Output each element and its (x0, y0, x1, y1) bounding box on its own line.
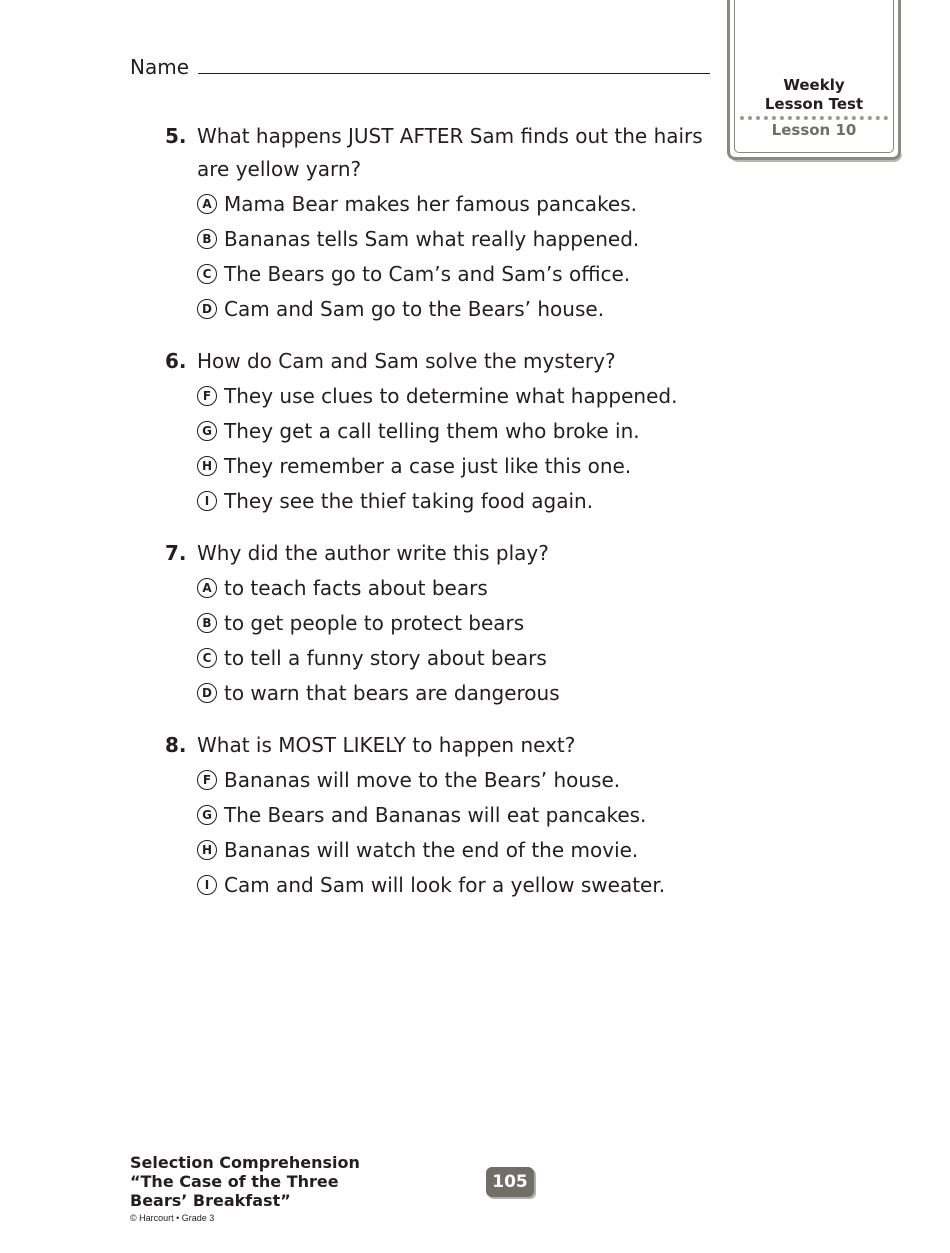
answer-bubble[interactable]: G (197, 421, 217, 441)
question-text: How do Cam and Sam solve the mystery? (197, 349, 616, 373)
answer-bubble[interactable]: H (197, 456, 217, 476)
tab-title (730, 76, 898, 114)
choice-text: They remember a case just like this one. (224, 453, 632, 478)
question-number: 8. (165, 733, 187, 757)
answer-bubble[interactable]: F (197, 386, 217, 406)
copyright: © Harcourt • Grade 3 (130, 1213, 215, 1223)
choice-f[interactable] (197, 762, 720, 797)
footer-line1: Selection Comprehension (130, 1153, 360, 1172)
choice-c[interactable] (197, 640, 720, 675)
choice-list (197, 570, 720, 710)
answer-bubble[interactable]: C (197, 648, 217, 668)
choice-list (197, 186, 720, 326)
footer-line2: “The Case of the Three (130, 1172, 339, 1191)
choice-list (197, 762, 720, 902)
question-8 (160, 729, 720, 902)
answer-bubble[interactable]: I (197, 875, 217, 895)
choice-text: The Bears and Bananas will eat pancakes. (224, 802, 647, 827)
choice-a[interactable] (197, 186, 720, 221)
choice-h[interactable] (197, 832, 720, 867)
answer-bubble[interactable]: F (197, 770, 217, 790)
question-text: Why did the author write this play? (197, 541, 549, 565)
choice-text: to get people to protect bears (224, 610, 525, 635)
question-text: What happens JUST AFTER Sam finds out the hairs are yellow yarn? (197, 124, 703, 181)
choice-text: to teach facts about bears (224, 575, 488, 600)
choice-text: Mama Bear makes her famous pancakes. (224, 191, 638, 216)
choice-text: The Bears go to Cam’s and Sam’s office. (224, 261, 631, 286)
choice-g[interactable] (197, 797, 720, 832)
answer-bubble[interactable]: B (197, 229, 217, 249)
choice-b[interactable] (197, 605, 720, 640)
choice-text: They use clues to determine what happened. (224, 383, 678, 408)
choice-h[interactable] (197, 448, 720, 483)
choice-text: Bananas will move to the Bears’ house. (224, 767, 621, 792)
answer-bubble[interactable]: B (197, 613, 217, 633)
choice-c[interactable] (197, 256, 720, 291)
question-text: What is MOST LIKELY to happen next? (197, 733, 576, 757)
choice-i[interactable] (197, 483, 720, 518)
answer-bubble[interactable]: A (197, 578, 217, 598)
question-5 (160, 120, 720, 326)
choice-d[interactable] (197, 291, 720, 326)
choice-text: to tell a funny story about bears (224, 645, 547, 670)
choice-text: to warn that bears are dangerous (224, 680, 560, 705)
page-number-badge: 105 (486, 1167, 534, 1197)
choice-d[interactable] (197, 675, 720, 710)
answer-bubble[interactable]: C (197, 264, 217, 284)
tab-title-line2: Lesson Test (764, 95, 864, 113)
choice-a[interactable] (197, 570, 720, 605)
answer-bubble[interactable]: G (197, 805, 217, 825)
answer-bubble[interactable]: I (197, 491, 217, 511)
question-number: 7. (165, 541, 187, 565)
question-list (160, 120, 720, 921)
name-input-line[interactable] (198, 73, 710, 74)
footer-selection-title (130, 1153, 370, 1210)
tab-lesson-number: Lesson 10 (771, 121, 857, 139)
choice-i[interactable] (197, 867, 720, 902)
answer-bubble[interactable]: D (197, 299, 217, 319)
tab-title-line1: Weekly (783, 76, 845, 94)
footer-line3: Bears’ Breakfast” (130, 1191, 291, 1210)
name-row (130, 55, 710, 79)
answer-bubble[interactable]: D (197, 683, 217, 703)
choice-g[interactable] (197, 413, 720, 448)
question-6 (160, 345, 720, 518)
choice-text: Cam and Sam go to the Bears’ house. (224, 296, 605, 321)
choice-text: Cam and Sam will look for a yellow sweater. (224, 872, 666, 897)
choice-text: Bananas tells Sam what really happened. (224, 226, 640, 251)
answer-bubble[interactable]: A (197, 194, 217, 214)
choice-text: They get a call telling them who broke in. (224, 418, 640, 443)
choice-text: They see the thief taking food again. (224, 488, 594, 513)
lesson-test-tab (727, 0, 901, 160)
choice-text: Bananas will watch the end of the movie. (224, 837, 639, 862)
question-7 (160, 537, 720, 710)
choice-b[interactable] (197, 221, 720, 256)
tab-dotted-divider (740, 116, 888, 120)
question-number: 5. (165, 124, 187, 148)
answer-bubble[interactable]: H (197, 840, 217, 860)
choice-f[interactable] (197, 378, 720, 413)
question-number: 6. (165, 349, 187, 373)
name-label: Name (130, 55, 190, 79)
choice-list (197, 378, 720, 518)
